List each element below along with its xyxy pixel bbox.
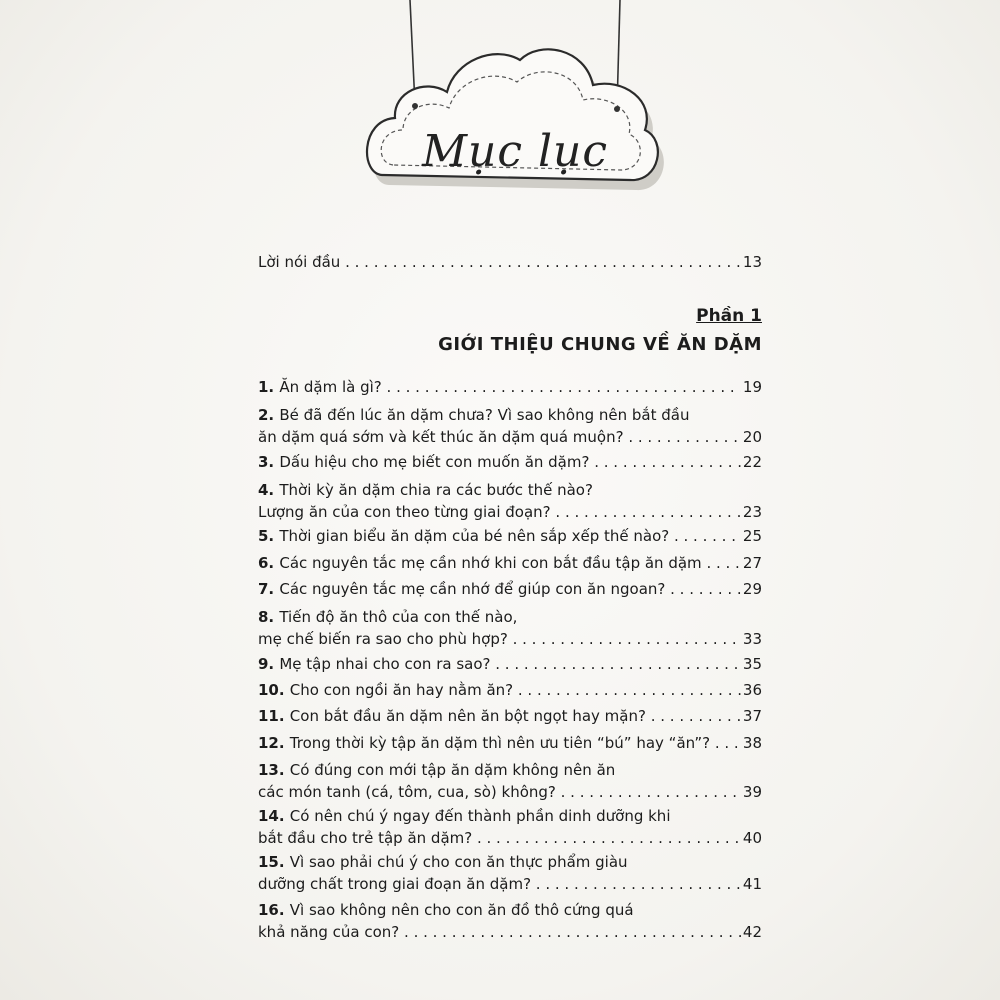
toc-entry-text [258, 427, 741, 447]
toc-entry-text [258, 502, 741, 522]
toc-entry-title: Bé đã đến lúc ăn dặm chưa? Vì sao không nên bắt đầu [279, 406, 690, 424]
part-title: GIỚI THIỆU CHUNG VỀ ĂN DẶM [438, 334, 762, 355]
toc-entry-text [258, 760, 762, 780]
toc-entry-title: Có đúng con mới tập ăn dặm không nên ăn [289, 761, 616, 779]
toc-entry-title: Mẹ tập nhai cho con ra sao? [279, 655, 491, 673]
toc-entry-text [258, 706, 741, 726]
toc-entry-page: 19 [742, 378, 762, 396]
toc-entry-title: Có nên chú ý ngay đến thành phần dinh dưỡng khi [289, 807, 671, 825]
toc-entry-page: 33 [742, 630, 762, 648]
toc-entry-text [258, 452, 741, 472]
toc-entry-text [258, 579, 741, 599]
toc-entry-text [258, 828, 741, 848]
toc-entry-page: 39 [742, 783, 762, 801]
cloud-sign-illustration [355, 0, 675, 215]
toc-entry [258, 706, 762, 726]
toc-entry-text [258, 629, 741, 649]
preface-label: Lời nói đầu . . . [258, 252, 741, 272]
toc-entry [258, 629, 762, 649]
toc-entry-page: 29 [742, 580, 762, 598]
toc-entry-text [258, 654, 741, 674]
toc-entry-text [258, 405, 762, 425]
toc-entry [258, 874, 762, 894]
toc-entry [258, 922, 762, 942]
toc-entry-text [258, 480, 762, 500]
toc-entry-text [258, 526, 741, 546]
toc-entry-page: 22 [742, 453, 762, 471]
toc-entry-text [258, 922, 741, 942]
toc-entry-title: mẹ chế biến ra sao cho phù hợp? [258, 630, 508, 648]
toc-entry-page: 42 [742, 923, 762, 941]
title-sign [355, 0, 675, 215]
toc-entry-number: 10. [258, 681, 290, 699]
toc-entry-number: 4. [258, 481, 280, 499]
toc-entry [258, 654, 762, 674]
toc-entry [258, 579, 762, 599]
toc-entry-title: Dấu hiệu cho mẹ biết con muốn ăn dặm? [279, 453, 590, 471]
toc-entry-number: 5. [258, 527, 280, 545]
toc-entry-title: Thời gian biểu ăn dặm của bé nên sắp xếp thế nào? [279, 527, 670, 545]
toc-entry-title: Vì sao phải chú ý cho con ăn thực phẩm giàu [289, 853, 628, 871]
toc-entry-page: 38 [742, 734, 762, 752]
toc-entry-page: 37 [742, 707, 762, 725]
toc-entry-page: 20 [742, 428, 762, 446]
toc-entry-page: 40 [742, 829, 762, 847]
toc-entry-number: 13. [258, 761, 290, 779]
toc-entry-page: 27 [742, 554, 762, 572]
toc-entry-title: khả năng của con? [258, 923, 400, 941]
toc-entry-number: 15. [258, 853, 290, 871]
toc-entry-number: 3. [258, 453, 280, 471]
toc-entry-page: 25 [742, 527, 762, 545]
part-label: Phần 1 [696, 306, 762, 326]
toc-entry-title: Thời kỳ ăn dặm chia ra các bước thế nào? [279, 481, 593, 499]
toc-entry-number: 9. [258, 655, 280, 673]
toc-entry-number: 12. [258, 734, 290, 752]
toc-entry [258, 502, 762, 522]
toc-entry-number: 1. [258, 378, 280, 396]
toc-entry-text [258, 782, 741, 802]
toc-entry-text [258, 680, 741, 700]
toc-entry-title: Ăn dặm là gì? [279, 378, 382, 396]
page-title: Mục lục [421, 126, 609, 177]
toc-entry-title: Tiến độ ăn thô của con thế nào, [279, 608, 518, 626]
toc-entry [258, 828, 762, 848]
toc-entry-title: Cho con ngồi ăn hay nằm ăn? [289, 681, 514, 699]
toc-entry-text [258, 900, 762, 920]
toc-entry [258, 427, 762, 447]
toc-entry-text [258, 806, 762, 826]
toc-entry [258, 452, 762, 472]
toc-entry-title: Các nguyên tắc mẹ cần nhớ để giúp con ăn ngoan? [279, 580, 666, 598]
toc-entry-number: 11. [258, 707, 290, 725]
toc-entry-title: ăn dặm quá sớm và kết thúc ăn dặm quá muộn? [258, 428, 624, 446]
toc-entry [258, 377, 762, 397]
toc-entry-number: 14. [258, 807, 290, 825]
preface-entry [258, 252, 762, 272]
toc-entry-number: 7. [258, 580, 280, 598]
toc-entry-text [258, 607, 762, 627]
toc-entry [258, 553, 762, 573]
toc-entry-title: dưỡng chất trong giai đoạn ăn dặm? [258, 875, 532, 893]
toc-entry-page: 36 [742, 681, 762, 699]
toc-entry-title: Vì sao không nên cho con ăn đồ thô cứng quá [289, 901, 634, 919]
toc-entry-page: 23 [742, 503, 762, 521]
toc-entry [258, 680, 762, 700]
toc-entry-title: Con bắt đầu ăn dặm nên ăn bột ngọt hay mặn? [289, 707, 646, 725]
toc-entry-number: 6. [258, 554, 280, 572]
preface-page: 13 [742, 253, 762, 271]
toc-entry-text [258, 874, 741, 894]
toc-entry-title: các món tanh (cá, tôm, cua, sò) không? [258, 783, 556, 801]
toc-entry-page: 35 [742, 655, 762, 673]
toc-entry-page: 41 [742, 875, 762, 893]
toc-entry-text [258, 852, 762, 872]
toc-entry [258, 782, 762, 802]
toc-entry-text [258, 553, 741, 573]
toc-entry-number: 2. [258, 406, 280, 424]
toc-entry-title: Trong thời kỳ tập ăn dặm thì nên ưu tiên “bú” hay “ăn”? [289, 734, 711, 752]
toc-entry-text [258, 377, 741, 397]
toc-entry-title: Các nguyên tắc mẹ cần nhớ khi con bắt đầu tập ăn dặm [279, 554, 702, 572]
toc-entry-title: bắt đầu cho trẻ tập ăn dặm? [258, 829, 473, 847]
toc-entry-text [258, 733, 741, 753]
toc-entry [258, 733, 762, 753]
toc-entry-number: 16. [258, 901, 290, 919]
toc-entry [258, 526, 762, 546]
toc-entry-title: Lượng ăn của con theo từng giai đoạn? [258, 503, 551, 521]
toc-entry-number: 8. [258, 608, 280, 626]
